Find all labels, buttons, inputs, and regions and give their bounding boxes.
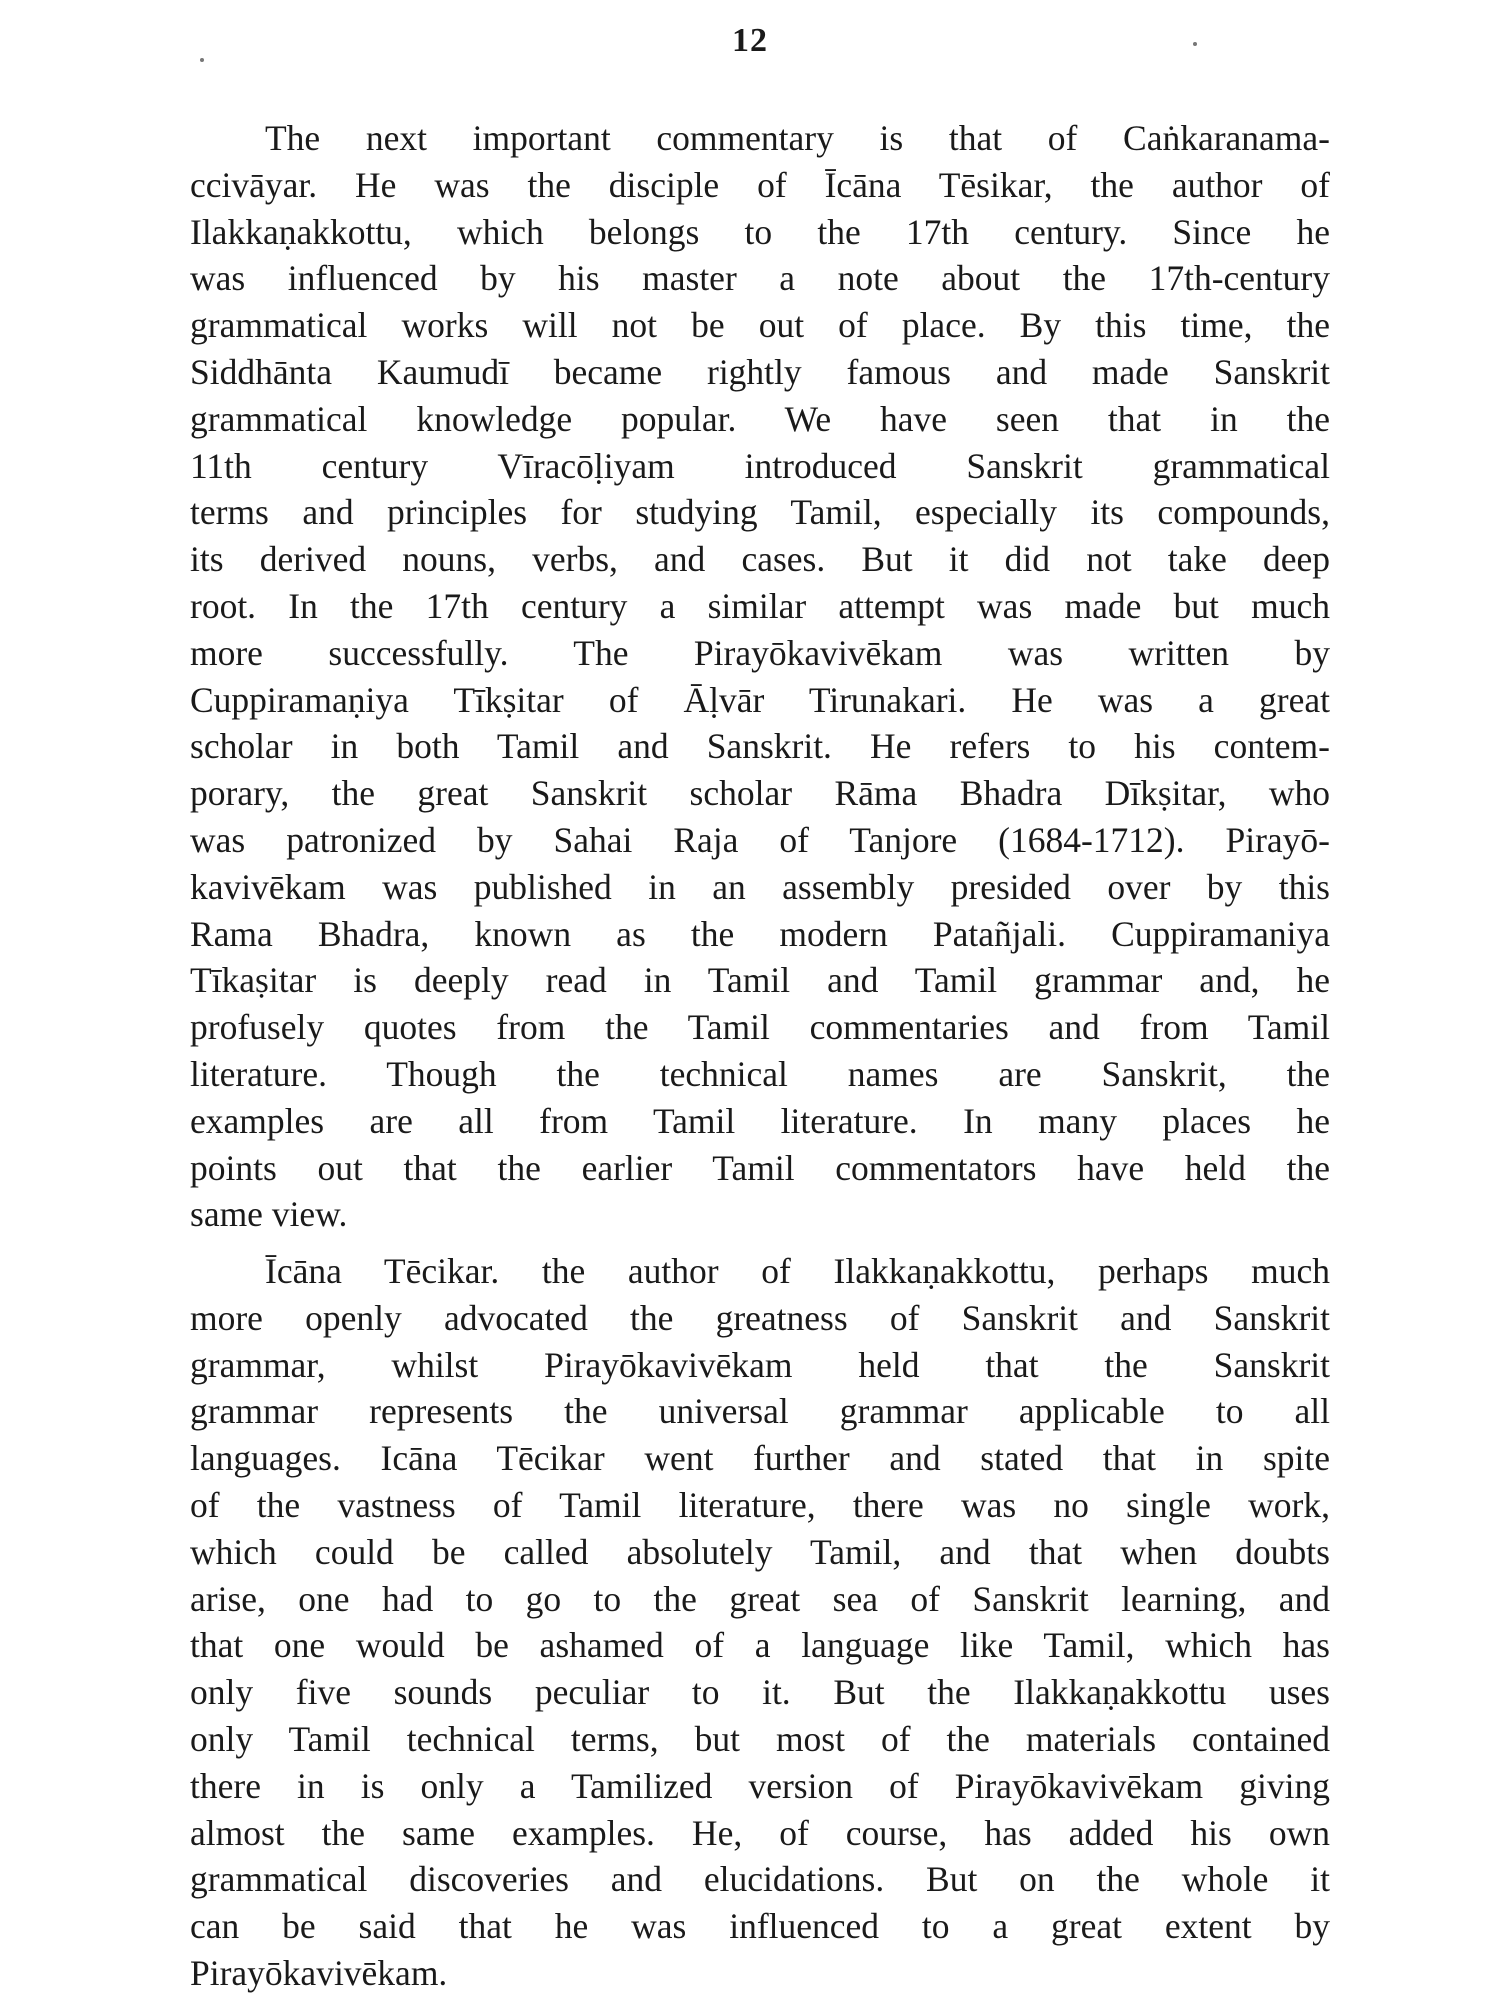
text-line: terms and principles for studying Tamil, especially its compounds, xyxy=(190,492,1330,533)
text-line: kavivēkam was published in an assembly presided over by this xyxy=(190,866,1330,907)
paragraph-2 xyxy=(190,1248,1330,1997)
text-line: only Tamil technical terms, but most of the materials contained xyxy=(190,1718,1330,1759)
text-line: arise, one had to go to the great sea of Sanskrit learning, and xyxy=(190,1578,1330,1619)
text-line: grammatical works will not be out of place. By this time, the xyxy=(190,305,1330,346)
text-line: profusely quotes from the Tamil commentaries and from Tamil xyxy=(190,1007,1330,1048)
text-line: Siddhānta Kaumudī became rightly famous and made Sanskrit xyxy=(190,351,1330,392)
paragraph-1 xyxy=(190,115,1330,1238)
text-line: that one would be ashamed of a language like Tamil, which has xyxy=(190,1625,1330,1666)
text-line: same view. xyxy=(190,1194,348,1235)
scan-speck xyxy=(1193,42,1197,46)
text-line: Tīkaṣitar is deeply read in Tamil and Tamil grammar and, he xyxy=(190,960,1330,1001)
text-line: there in is only a Tamilized version of Pirayōkavivēkam giving xyxy=(190,1765,1330,1806)
text-line: grammatical discoveries and elucidations. But on the whole it xyxy=(190,1859,1330,1900)
text-line: was patronized by Sahai Raja of Tanjore (1684-1712). Pirayō- xyxy=(190,819,1330,860)
text-line: ccivāyar. He was the disciple of Īcāna Tēsikar, the author of xyxy=(190,164,1330,205)
text-line: 11th century Vīracōḷiyam introduced Sanskrit grammatical xyxy=(190,445,1330,486)
text-line: Cuppiramaṇiya Tīkṣitar of Āḷvār Tirunakari. He was a great xyxy=(190,679,1330,720)
text-line: grammatical knowledge popular. We have seen that in the xyxy=(190,398,1330,439)
text-line: examples are all from Tamil literature. In many places he xyxy=(190,1100,1330,1141)
text-line: can be said that he was influenced to a great extent by xyxy=(190,1906,1330,1947)
text-line: Rama Bhadra, known as the modern Patañjali. Cuppiramaniya xyxy=(190,913,1330,954)
text-line: more openly advocated the greatness of Sanskrit and Sanskrit xyxy=(190,1297,1330,1338)
text-line: root. In the 17th century a similar attempt was made but much xyxy=(190,585,1330,626)
page-number: 12 xyxy=(732,22,768,59)
text-line: only five sounds peculiar to it. But the Ilakkaṇakkottu uses xyxy=(190,1672,1330,1713)
text-line: grammar represents the universal grammar applicable to all xyxy=(190,1391,1330,1432)
text-line: grammar, whilst Pirayōkavivēkam held that the Sanskrit xyxy=(190,1344,1330,1385)
text-line: scholar in both Tamil and Sanskrit. He refers to his contem- xyxy=(190,726,1330,767)
text-line: Ilakkaṇakkottu, which belongs to the 17th century. Since he xyxy=(190,211,1330,252)
text-line: literature. Though the technical names are Sanskrit, the xyxy=(190,1053,1330,1094)
text-line: its derived nouns, verbs, and cases. But it did not take deep xyxy=(190,539,1330,580)
scan-speck xyxy=(200,58,204,62)
text-line: languages. Icāna Tēcikar went further and stated that in spite xyxy=(190,1438,1330,1479)
text-line: points out that the earlier Tamil commentators have held the xyxy=(190,1147,1330,1188)
text-line: more successfully. The Pirayōkavivēkam was written by xyxy=(190,632,1330,673)
text-line: almost the same examples. He, of course, has added his own xyxy=(190,1812,1330,1853)
text-line: of the vastness of Tamil literature, there was no single work, xyxy=(190,1484,1330,1525)
text-line: which could be called absolutely Tamil, and that when doubts xyxy=(190,1531,1330,1572)
text-line: was influenced by his master a note about the 17th-century xyxy=(190,258,1330,299)
text-line: The next important commentary is that of Caṅkaranama- xyxy=(265,118,1330,158)
text-line: porary, the great Sanskrit scholar Rāma Bhadra Dīkṣitar, who xyxy=(190,773,1330,814)
text-line: Pirayōkavivēkam. xyxy=(190,1952,448,1993)
text-line: Īcāna Tēcikar. the author of Ilakkaṇakkottu, perhaps much xyxy=(265,1251,1330,1291)
